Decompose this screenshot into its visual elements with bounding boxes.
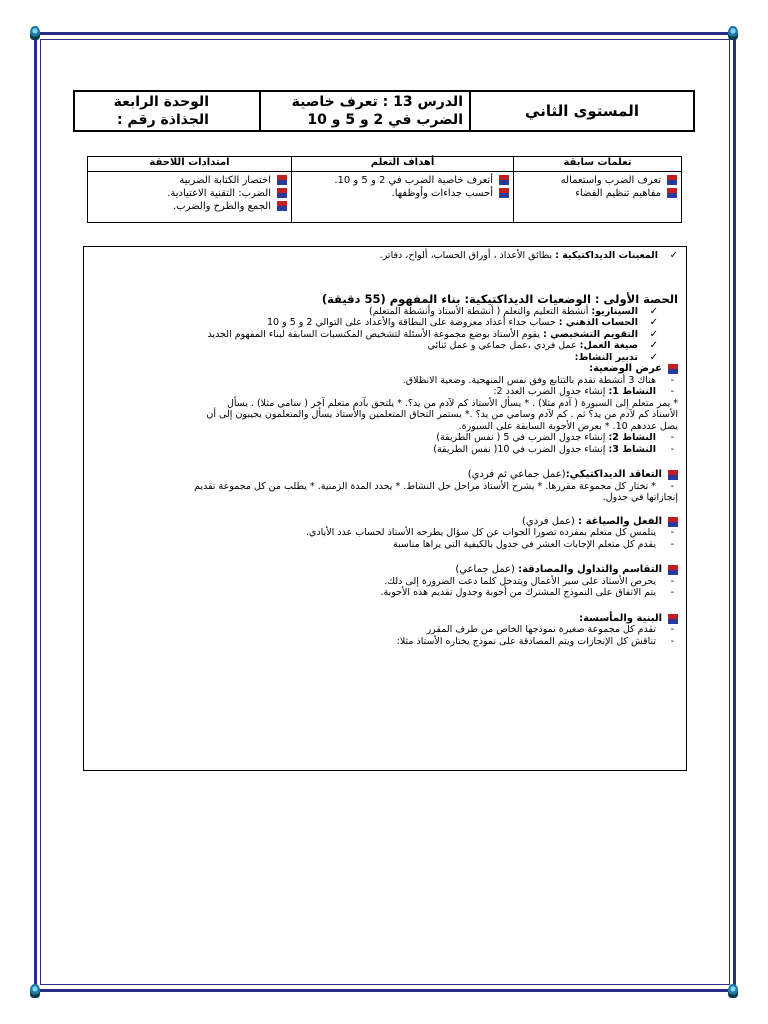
unit-cell xyxy=(74,91,260,131)
extensions-cell xyxy=(88,172,292,223)
prior-learning-cell xyxy=(514,172,682,223)
session-title: الحصة الأولى : الوضعيات الديداكتيكية: بناء المفهوم (55 دقيقة) xyxy=(321,291,678,306)
materials-line: ✓المعينات الديداكتيكية : بطائق الأعداد ، أوراق الحساب، ألواح، دفاتر. xyxy=(379,250,678,261)
mental-math-line: ✓الحساب الذهني : حساب جداء أعداد معروضة على البطاقة والأعداد على التوالي 2 و 5 و 10 xyxy=(266,317,658,328)
institutionalization-heading: البنية والمأسسة: xyxy=(92,613,678,625)
bullet-flag-icon xyxy=(277,188,287,198)
corner-ornament-icon xyxy=(30,26,40,40)
scenario-line: ✓السيناريو: أنشطة التعليم والتعلم ( أنشطة الأستاذ وأنشطة المتعلم) xyxy=(368,305,658,317)
bullet-flag-icon xyxy=(668,614,678,624)
list-item: تعرف الضرب واستعماله xyxy=(518,174,677,187)
checkmark-icon: ✓ xyxy=(649,340,658,351)
lesson-title-line1: الدرس 13 : تعرف خاصية xyxy=(291,94,463,110)
list-item: - * تختار كل مجموعة مقررها. * يشرح الأستاذ مراحل حل النشاط. * يحدد المدة الزمنية. * يطلب من كل مجموعة تقديم xyxy=(194,480,674,492)
list-item: - النشاط 2: إنشاء جدول الضرب في 5 ( نفس الطريقة) xyxy=(436,432,674,443)
list-item: أحسب جداءات وأوظفها. xyxy=(296,187,509,200)
checkmark-icon: ✓ xyxy=(649,328,658,340)
header-learning-goals: أهداف التعلم xyxy=(292,157,514,172)
contract-heading: التعاقد الديداكتيكي:(عمل جماعي ثم فردي) xyxy=(92,469,678,481)
activity1-paragraph: * يمر متعلم إلى السبورة ( آدم مثلا) . * يسأل الأستاذ كم لآدم من يد؟. * يلتحق بآدم متعلم آخر ( سامي مثلا) . يسأل الأستاذ كم لآدم من يد؟ ثم . كم لآدم وسامي من يد؟ .* يستمر التحاق المتعلمين والأستاذ يسأل والمتعلمون يجيبون إلى أن يصل عددهم 10. * يعرض الأجوبة السابقة على السبورة. xyxy=(206,397,678,432)
lesson-cell xyxy=(260,91,470,131)
list-item: - يتلمس كل متعلم بمفرده تصورا الجواب عن كل سؤال يطرحه الأستاذ لحساب عدد الأيادي. xyxy=(306,527,674,538)
list-item: - يتم الاتفاق على النموذج المشترك من أجوبة وجدول تقديم هذه الأجوبة. xyxy=(380,587,674,598)
bullet-flag-icon xyxy=(667,175,677,185)
list-item: - هناك 3 أنشطة تقدم بالتتابع وفق نفس المنهجية. وضعية الانطلاق. xyxy=(402,374,674,386)
lesson-body xyxy=(83,246,687,771)
checkmark-icon: ✓ xyxy=(649,305,658,317)
list-item: أتعرف خاصية الضرب في 2 و 5 و 10. xyxy=(296,174,509,187)
sheet-number: الجذاذة رقم : xyxy=(116,112,209,128)
list-item: الجمع والطرح والضرب. xyxy=(92,200,287,213)
header-extensions: امتدادات اللاحقة xyxy=(88,157,292,172)
list-item: - النشاط 3: إنشاء جدول الضرب في 10( نفس الطريقة) xyxy=(433,443,674,455)
header-prior-learning: تعلمات سابقة xyxy=(514,157,682,172)
action-heading: الفعل والصياغة : (عمل فردي) xyxy=(92,516,678,528)
corner-ornament-icon xyxy=(728,26,738,40)
level-text: المستوى الثاني xyxy=(525,102,639,120)
presentation-heading: عرض الوضعية: xyxy=(92,363,678,375)
diagnostic-line: ✓التقويم التشخيصي : يقوم الأستاذ بوضع مجموعة الأسئلة لتشخيص المكتسبات السابقة لبناء المفهوم الجديد xyxy=(207,328,658,340)
bullet-flag-icon xyxy=(668,517,678,527)
list-item: مفاهيم تنظيم الفضاء xyxy=(518,187,677,200)
lesson-title-line2: الضرب في 2 و 5 و 10 xyxy=(307,112,463,128)
bullet-flag-icon xyxy=(667,188,677,198)
corner-ornament-icon xyxy=(30,984,40,998)
list-item: - تناقش كل الإنجازات ويتم المصادقة على نموذج يختاره الأستاذ مثلا: xyxy=(396,635,674,647)
checkmark-icon: ✓ xyxy=(649,317,658,328)
header-table xyxy=(73,90,695,132)
bullet-flag-icon xyxy=(668,364,678,374)
learning-goals-cell xyxy=(292,172,514,223)
bullet-flag-icon xyxy=(277,201,287,211)
list-item: - يقدم كل متعلم الإجابات العشر في جدول بالكيفية التي يراها مناسبة xyxy=(392,538,674,550)
bullet-flag-icon xyxy=(277,175,287,185)
bullet-flag-icon xyxy=(668,565,678,575)
contract-paragraph: إنجازاتها في جدول. xyxy=(602,492,678,503)
bullet-flag-icon xyxy=(668,470,678,480)
exchange-heading: التقاسم والتداول والمصادقة: (عمل جماعي) xyxy=(92,564,678,576)
list-item: - يحرص الأستاذ على سير الأعمال ويتدخل كلما دعت الضرورة إلى ذلك. xyxy=(384,575,674,587)
list-item: - النشاط 1: إنشاء جدول الضرب العدد 2: xyxy=(493,386,674,397)
list-item: اختصار الكتابة الضربية xyxy=(92,174,287,187)
bullet-flag-icon xyxy=(499,188,509,198)
work-mode-line: ✓صيغة العمل: عمل فردي ،عمل جماعي و عمل ثنائي xyxy=(427,340,658,351)
objectives-table xyxy=(87,156,682,223)
unit-title: الوحدة الرابعة xyxy=(113,94,209,110)
activity-management-line: ✓تدبير النشاط: xyxy=(574,351,658,363)
list-item: - تقدم كل مجموعة صغيرة نموذجها الخاص من طرف المقرر xyxy=(426,624,674,635)
bullet-flag-icon xyxy=(499,175,509,185)
level-cell xyxy=(470,91,694,131)
list-item: الضرب: التقنية الاعتيادية. xyxy=(92,187,287,200)
corner-ornament-icon xyxy=(728,984,738,998)
checkmark-icon: ✓ xyxy=(669,250,678,261)
checkmark-icon: ✓ xyxy=(649,351,658,363)
